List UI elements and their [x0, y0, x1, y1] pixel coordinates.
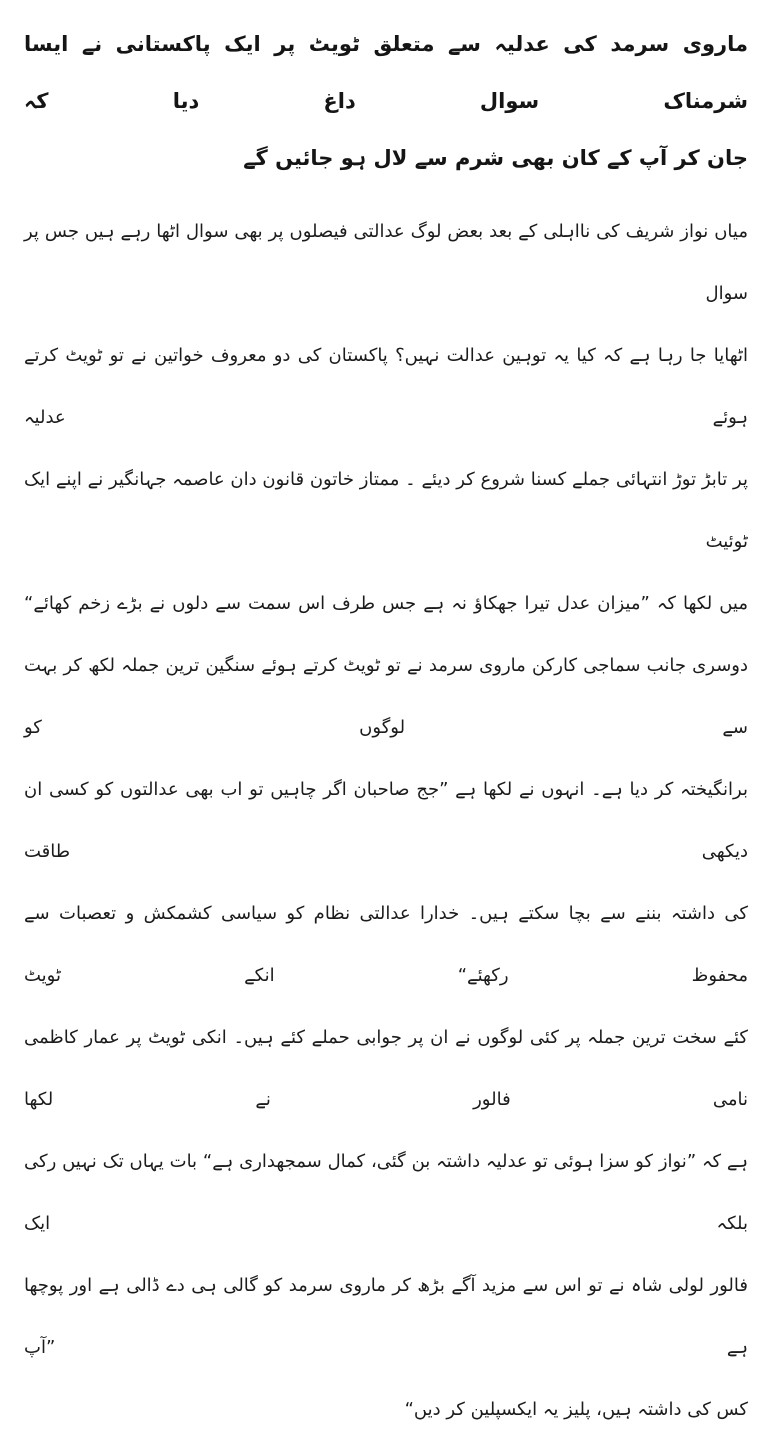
body-line: کی داشتہ بننے سے بچا سکتے ہیں۔ خدارا عدالتی نظام کو سیاسی کشمکش و تعصبات سے محفوظ رکھئے“ انکے ٹویٹ: [24, 903, 748, 986]
body-line: برانگیختہ کر دیا ہے۔ انہوں نے لکھا ہے ”جج صاحبان اگر چاہیں تو اب بھی عدالتوں کو کسی ان دیکھی طاقت: [24, 779, 748, 862]
article-headline: [24, 16, 748, 187]
headline-line: جان کر آپ کے کان بھی شرم سے لال ہو جائیں گے: [243, 146, 748, 170]
body-line: کس کی داشتہ ہیں، پلیز یہ ایکسپلین کر دیں“: [404, 1399, 748, 1420]
body-line: میں لکھا کہ ”میزان عدل تیرا جھکاؤ نہ ہے جس طرف اس سمت سے دلوں نے بڑے زخم کھائے“: [24, 593, 748, 614]
body-line: کئے سخت ترین جملہ پر کئی لوگوں نے ان پر جوابی حملے کئے ہیں۔ انکی ٹویٹ پر عمار کاظمی نامی فالور نے لکھا: [24, 1027, 748, 1110]
body-line: فالور لولی شاہ نے تو اس سے مزید آگے بڑھ کر ماروی سرمد کو گالی ہی دے ڈالی ہے اور پوچھا ہے ”آپ: [24, 1275, 748, 1358]
body-line: اٹھایا جا رہا ہے کہ کیا یہ توہین عدالت نہیں؟ پاکستان کی دو معروف خواتین نے تو ٹویٹ کرتے ہوئے عدلیہ: [24, 345, 748, 428]
body-line: ہے کہ ”نواز کو سزا ہوئی تو عدلیہ داشتہ بن گئی، کمال سمجھداری ہے“ بات یہاں تک نہیں رکی بلکہ ایک: [24, 1151, 748, 1234]
article-body: [24, 201, 748, 1441]
headline-line: ماروی سرمد کی عدلیہ سے متعلق ٹویٹ پر ایک پاکستانی نے ایسا شرمناک سوال داغ دیا کہ: [24, 32, 748, 113]
body-line: پر تابڑ توڑ انتہائی جملے کسنا شروع کر دیئے ۔ ممتاز خاتون قانون دان عاصمہ جہانگیر نے اپنے ایک ٹوئیٹ: [24, 469, 748, 552]
body-line: دوسری جانب سماجی کارکن ماروی سرمد نے تو ٹویٹ کرتے ہوئے سنگین ترین جملہ لکھ کر بہت سے لوگوں کو: [24, 655, 748, 738]
body-line: میاں نواز شریف کی نااہلی کے بعد بعض لوگ عدالتی فیصلوں پر بھی سوال اٹھا رہے ہیں جس پر سوال: [24, 221, 748, 304]
